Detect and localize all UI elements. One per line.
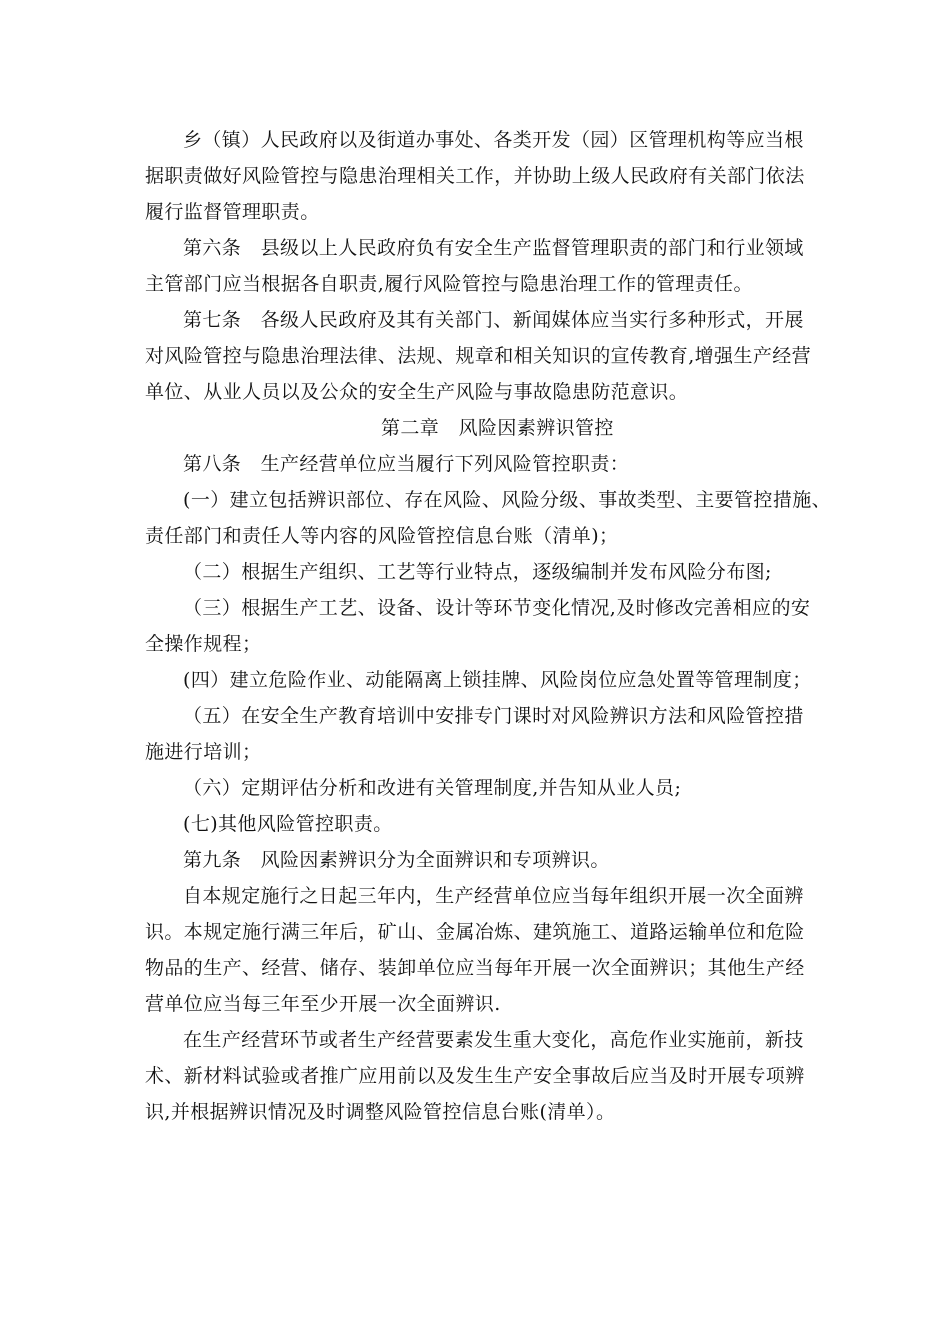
paragraph-item-4 [145, 662, 825, 698]
text-line: 单位、从业人员以及公众的安全生产风险与事故隐患防范意识。 [145, 381, 689, 403]
paragraph-item-3 [145, 590, 825, 662]
text-line: 第八条 生产经营单位应当履行下列风险管控职责： [183, 453, 630, 475]
paragraph-article-8 [145, 446, 825, 482]
paragraph-item-2 [145, 554, 825, 590]
paragraph-item-7 [145, 806, 825, 842]
text-line: 营单位应当每三年至少开展一次全面辨识. [145, 993, 501, 1015]
paragraph-item-1 [145, 482, 832, 554]
text-line: 术、新材料试验或者推广应用前以及发生生产安全事故后应当及时开展专项辨 [145, 1065, 805, 1087]
chapter-title: 第二章 风险因素辨识管控 [381, 417, 614, 439]
text-line: 对风险管控与隐患治理法律、法规、规章和相关知识的宣传教育,增强生产经营 [145, 345, 812, 367]
text-line: 全操作规程； [145, 633, 262, 655]
text-line: 识,并根据辨识情况及时调整风险管控信息台账(清单）。 [145, 1101, 616, 1123]
text-line: 第七条 各级人民政府及其有关部门、新闻媒体应当实行多种形式，开展 [183, 309, 804, 331]
text-line: 据职责做好风险管控与隐患治理相关工作，并协助上级人民政府有关部门依法 [145, 165, 805, 187]
text-line: （五）在安全生产教育培训中安排专门课时对风险辨识方法和风险管控措 [183, 705, 804, 727]
text-line: （二）根据生产组织、工艺等行业特点，逐级编制并发布风险分布图; [183, 561, 772, 583]
text-line: 履行监督管理职责。 [145, 201, 320, 223]
text-line: 物品的生产、经营、储存、装卸单位应当每年开展一次全面辨识；其他生产经 [145, 957, 805, 979]
paragraph-article-6 [145, 230, 825, 302]
text-line: (四）建立危险作业、动能隔离上锁挂牌、风险岗位应急处置等管理制度； [183, 669, 812, 691]
text-line: 在生产经营环节或者生产经营要素发生重大变化，高危作业实施前，新技 [183, 1029, 804, 1051]
text-line: (七)其他风险管控职责。 [183, 813, 393, 835]
text-line: （三）根据生产工艺、设备、设计等环节变化情况,及时修改完善相应的安 [183, 597, 811, 619]
paragraph-article-9 [145, 842, 825, 878]
paragraph-special-identification [145, 1022, 825, 1130]
text-line: (一）建立包括辨识部位、存在风险、风险分级、事故类型、主要管控措施、 [183, 489, 832, 511]
text-line: 主管部门应当根据各自职责,履行风险管控与隐患治理工作的管理责任。 [145, 273, 753, 295]
text-line: 第六条 县级以上人民政府负有安全生产监督管理职责的部门和行业领域 [183, 237, 804, 259]
text-line: 乡（镇）人民政府以及街道办事处、各类开发（园）区管理机构等应当根 [183, 129, 804, 151]
paragraph-article-7 [145, 302, 825, 410]
paragraph-full-identification [145, 878, 825, 1022]
paragraph-township [145, 122, 825, 230]
document-body [145, 122, 832, 1130]
text-line: 自本规定施行之日起三年内，生产经营单位应当每年组织开展一次全面辨 [183, 885, 804, 907]
text-line: 责任部门和责任人等内容的风险管控信息台账（清单)； [145, 525, 619, 547]
text-line: （六）定期评估分析和改进有关管理制度,并告知从业人员; [183, 777, 682, 799]
paragraph-item-5 [145, 698, 825, 770]
text-line: 施进行培训； [145, 741, 262, 763]
text-line: 识。本规定施行满三年后，矿山、金属冶炼、建筑施工、道路运输单位和危险 [145, 921, 805, 943]
paragraph-item-6 [145, 770, 825, 806]
text-line: 第九条 风险因素辨识分为全面辨识和专项辨识。 [183, 849, 610, 871]
